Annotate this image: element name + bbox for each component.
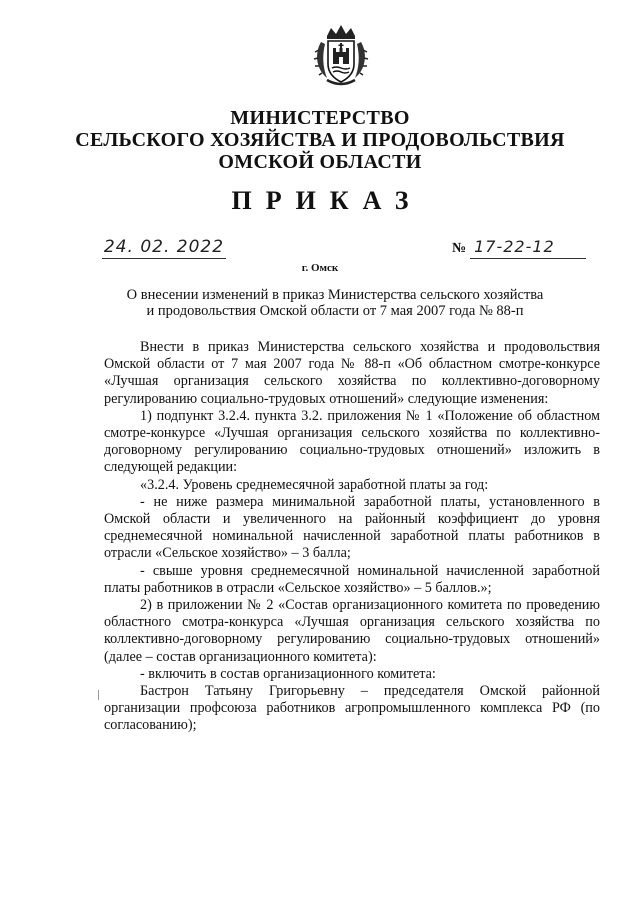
document-body bbox=[104, 339, 600, 735]
order-date: 24. 02. 2022 bbox=[103, 237, 225, 257]
body-paragraph-criterion-1: - не ниже размера минимальной заработной платы, установленного в Омской области и увеличенного на районный коэффициент до уровня среднемесячной номинальной начисленной заработной платы работников в отрасли «Сельское хозяйство» – 3 балла; bbox=[104, 493, 600, 562]
body-paragraph-quote-start: «3.2.4. Уровень среднемесячной заработной платы за год: bbox=[140, 476, 489, 493]
number-sign: № bbox=[452, 241, 467, 256]
scan-artifact bbox=[98, 690, 99, 700]
ministry-name-line-3: ОМСКОЙ ОБЛАСТИ bbox=[218, 151, 422, 173]
order-number-value: 17-22-12 bbox=[470, 236, 586, 259]
body-paragraph-item-1: 1) подпункт 3.2.4. пункта 3.2. приложения № 1 «Положение об областном смотре-конкурсе «Лучшая организация сельского хозяйства по коллективно-договорному регулированию социально-трудовых отношений» изложить в следующей редакции: bbox=[104, 407, 600, 476]
body-paragraph-intro: Внести в приказ Министерства сельского хозяйства и продовольствия Омской области от 7 мая 2007 года № 88-п «Об областном смотре-конкурсе «Лучшая организация сельского хозяйства по коллективно-договорному регулированию социально-трудовых отношений» следующие изменения: bbox=[104, 339, 600, 407]
ministry-name-line-1: МИНИСТЕРСТВО bbox=[230, 107, 410, 129]
subject-line-2: и продовольствия Омской области от 7 мая 2007 года № 88-п bbox=[146, 303, 524, 319]
body-paragraph-criterion-2: - свыше уровня среднемесячной номинальной начисленной заработной платы работников в отрасли «Сельское хозяйство» – 5 баллов.»; bbox=[104, 562, 600, 596]
subject-line-1: О внесении изменений в приказ Министерства сельского хозяйства bbox=[126, 287, 544, 303]
body-paragraph-item-2: 2) в приложении № 2 «Состав организационного комитета по проведению областного смотра-конкурса «Лучшая организация сельского хозяйства по коллективно-договорному регулированию социально-трудовых отношений» (далее – состав организационного комитета): bbox=[104, 597, 600, 665]
body-paragraph-member: Бастрон Татьяну Григорьевну – председателя Омской районной организации профсоюза работников агропромышленного комплекса РФ (по согласованию); bbox=[104, 683, 600, 734]
document-type-title: ПРИКАЗ bbox=[231, 186, 423, 215]
order-number bbox=[452, 236, 594, 260]
city-label: г. Омск bbox=[301, 262, 339, 274]
ministry-name-line-2: СЕЛЬСКОГО ХОЗЯЙСТВА И ПРОДОВОЛЬСТВИЯ bbox=[75, 129, 565, 151]
body-paragraph-include: - включить в состав организационного комитета: bbox=[140, 665, 436, 682]
coat-of-arms-icon bbox=[313, 22, 369, 88]
